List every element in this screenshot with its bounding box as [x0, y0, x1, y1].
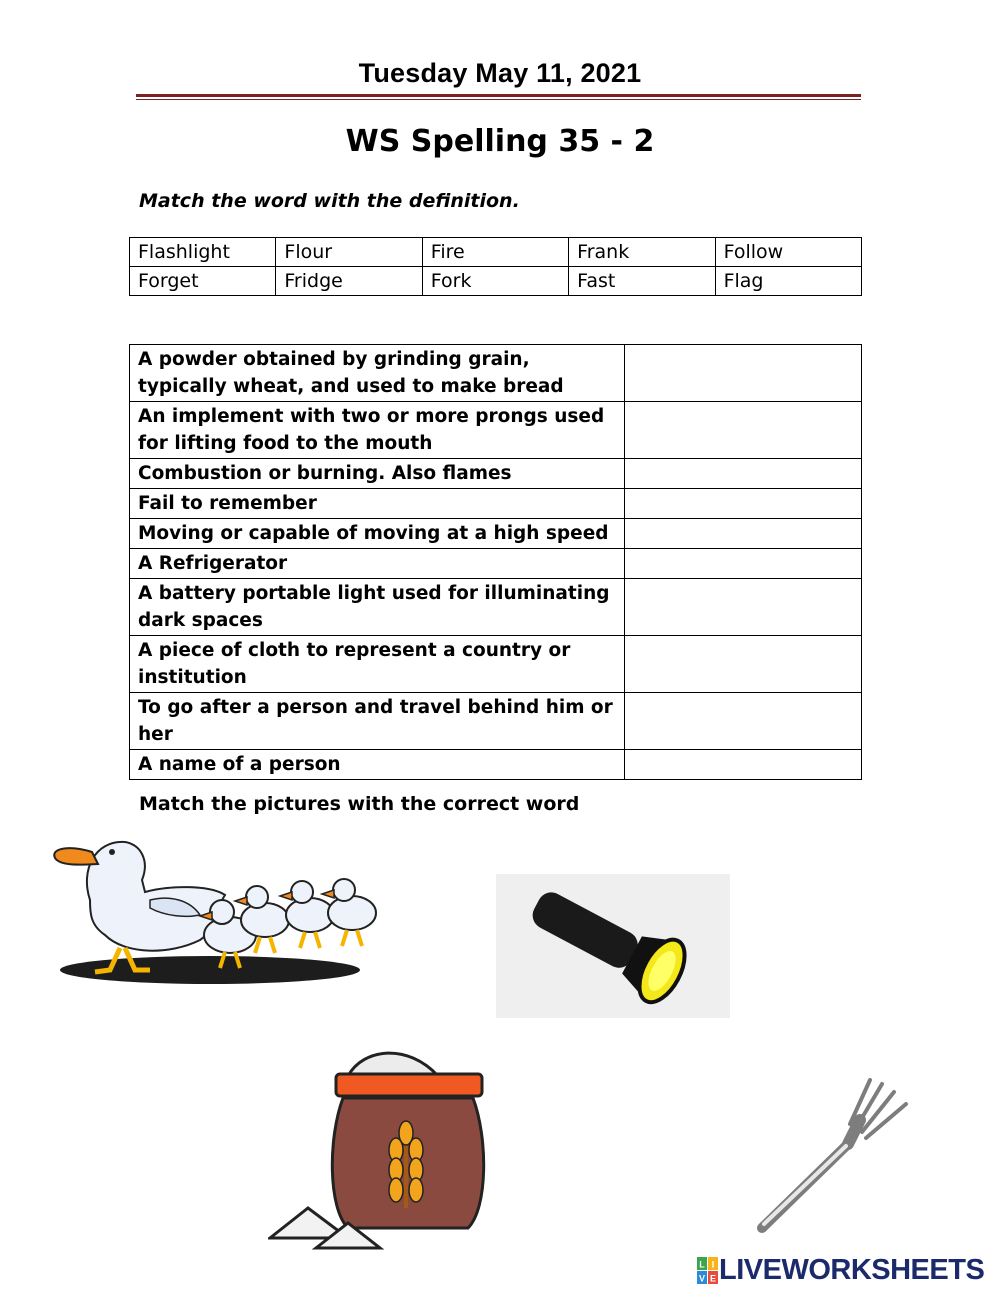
answer-field[interactable]	[625, 693, 862, 750]
definition-text: An implement with two or more prongs used for lifting food to the mouth	[130, 402, 625, 459]
definition-text: A battery portable light used for illuminating dark spaces	[130, 579, 625, 636]
definition-row	[130, 459, 862, 489]
logo-blocks-icon	[697, 1257, 719, 1285]
fork-picture	[750, 1072, 920, 1240]
word-cell: Flag	[715, 267, 861, 296]
word-cell: Fridge	[276, 267, 422, 296]
logo-letter: E	[709, 1273, 717, 1283]
date-heading: Tuesday May 11, 2021	[358, 58, 642, 88]
answer-field[interactable]	[625, 459, 862, 489]
definition-row	[130, 549, 862, 579]
answer-field[interactable]	[625, 489, 862, 519]
word-cell: Frank	[569, 238, 715, 267]
header-rule	[136, 94, 861, 97]
page-title: WS Spelling 35 - 2	[345, 124, 655, 159]
word-bank-row	[130, 267, 862, 296]
word-cell: Fast	[569, 267, 715, 296]
answer-field[interactable]	[625, 549, 862, 579]
liveworksheets-logo	[697, 1254, 984, 1287]
definition-row	[130, 345, 862, 402]
word-cell: Forget	[130, 267, 276, 296]
definition-row	[130, 402, 862, 459]
definition-row	[130, 750, 862, 780]
word-cell: Fork	[422, 267, 568, 296]
definitions-table	[129, 344, 862, 780]
header-rule-thin	[136, 99, 861, 100]
answer-field[interactable]	[625, 579, 862, 636]
definition-text: Combustion or burning. Also flames	[130, 459, 625, 489]
word-cell: Follow	[715, 238, 861, 267]
definition-text: A powder obtained by grinding grain, typically wheat, and used to make bread	[130, 345, 625, 402]
answer-field[interactable]	[625, 750, 862, 780]
answer-field[interactable]	[625, 519, 862, 549]
word-cell: Flashlight	[130, 238, 276, 267]
logo-letter: V	[698, 1273, 706, 1283]
ducks-following-picture	[50, 830, 380, 995]
instruction-match-pictures: Match the pictures with the correct word	[139, 793, 580, 815]
answer-field[interactable]	[625, 636, 862, 693]
definition-text: Moving or capable of moving at a high speed	[130, 519, 625, 549]
definition-row	[130, 636, 862, 693]
word-bank-row	[130, 238, 862, 267]
flashlight-picture	[496, 874, 730, 1018]
instruction-match-definition: Match the word with the definition.	[139, 190, 520, 212]
logo-letter: L	[699, 1259, 705, 1269]
word-cell: Flour	[276, 238, 422, 267]
definition-text: To go after a person and travel behind him or her	[130, 693, 625, 750]
definition-text: Fail to remember	[130, 489, 625, 519]
definition-text: A piece of cloth to represent a country or institution	[130, 636, 625, 693]
flour-sack-picture	[268, 1038, 488, 1253]
definition-row	[130, 489, 862, 519]
definition-text: A Refrigerator	[130, 549, 625, 579]
definition-row	[130, 519, 862, 549]
word-bank-table	[129, 237, 862, 296]
definition-text: A name of a person	[130, 750, 625, 780]
answer-field[interactable]	[625, 402, 862, 459]
definition-row	[130, 579, 862, 636]
logo-text: LIVEWORKSHEETS	[719, 1254, 985, 1286]
definition-row	[130, 693, 862, 750]
logo-letter: I	[711, 1259, 715, 1269]
answer-field[interactable]	[625, 345, 862, 402]
word-cell: Fire	[422, 238, 568, 267]
